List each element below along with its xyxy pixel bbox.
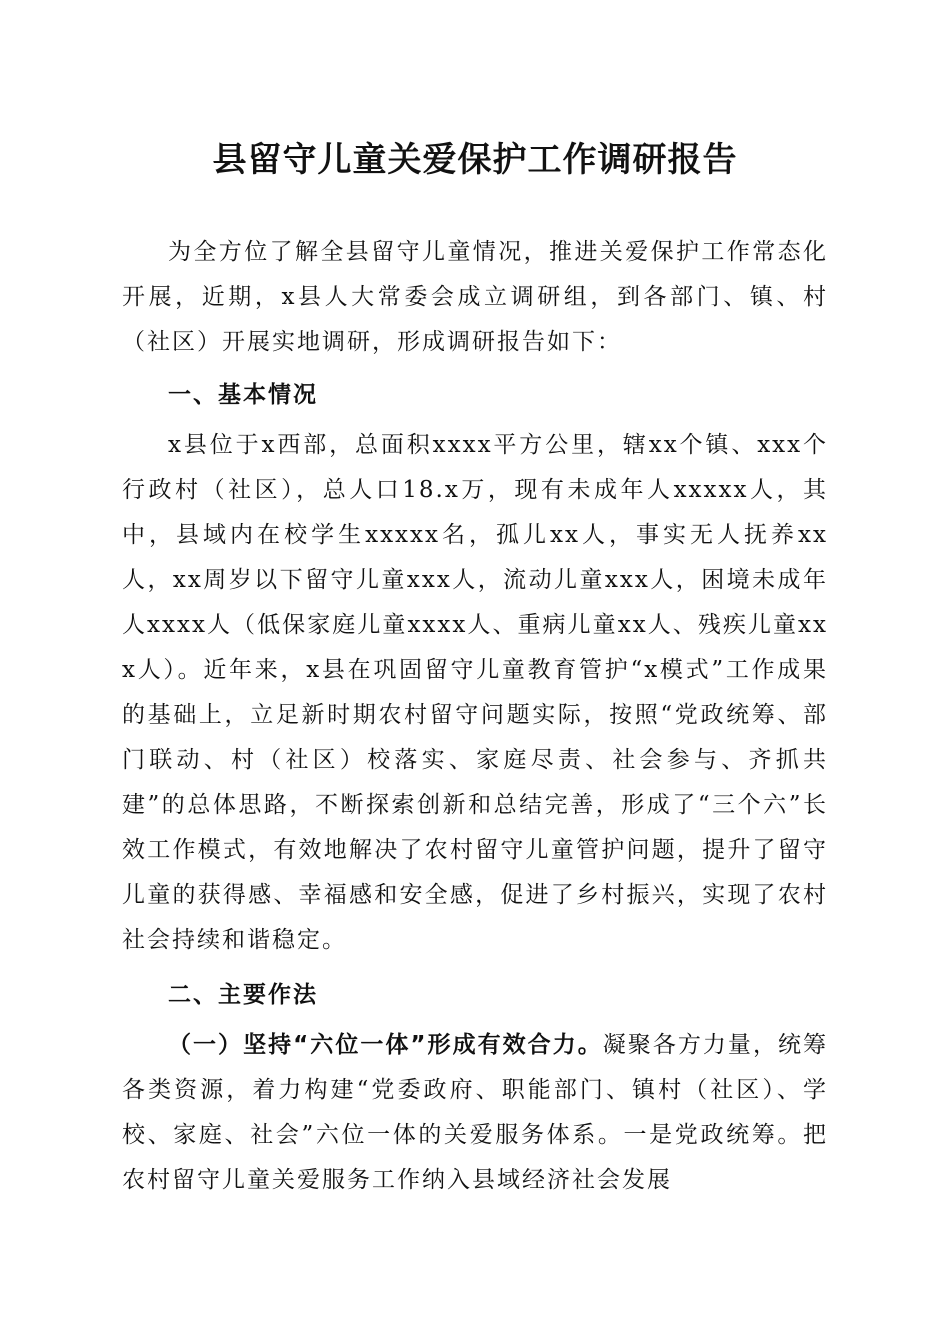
section-heading-main-practices: 二、主要作法 xyxy=(168,982,318,1008)
section-heading-basic-situation: 一、基本情况 xyxy=(168,382,318,408)
document-title: 县留守儿童关爱保护工作调研报告 xyxy=(212,140,738,180)
intro-paragraph: 为全方位了解全县留守儿童情况，推进关爱保护工作常态化开展，近期，x县人大常委会成立调研组，到各部门、镇、村（社区）开展实地调研，形成调研报告如下： xyxy=(122,239,828,355)
main-practices-text: 凝聚各方力量，统筹各类资源，着力构建“党委政府、职能部门、镇村（社区）、学校、家庭、社会”六位一体的关爱服务体系。一是党政统筹。把农村留守儿童关爱服务工作纳入县域经济社会发展 xyxy=(122,1032,829,1193)
main-practices-paragraph xyxy=(122,1023,828,1203)
basic-situation-paragraph: x县位于x西部，总面积xxxx平方公里，辖xx个镇、xxx个行政村（社区），总人口18.x万，现有未成年人xxxxx人，其中，县域内在校学生xxxxx名，孤儿xx人，事实无人抚养xx人，xx周岁以下留守儿童xxx人，流动儿童xxx人，困境未成年人xxxx人（低保家庭儿童xxxx人、重病儿童xx人、残疾儿童xxx人）。近年来，x县在巩固留守儿童教育管护“x模式”工作成果的基础上，立足新时期农村留守问题实际，按照“党政统筹、部门联动、村（社区）校落实、家庭尽责、社会参与、齐抓共建”的总体思路，不断探索创新和总结完善，形成了“三个六”长效工作模式，有效地解决了农村留守儿童管护问题，提升了留守儿童的获得感、幸福感和安全感，促进了乡村振兴，实现了农村社会持续和谐稳定。 xyxy=(122,432,828,953)
document-body xyxy=(122,230,828,1203)
subsection-lead: （一）坚持“六位一体”形成有效合力。 xyxy=(168,1032,603,1058)
